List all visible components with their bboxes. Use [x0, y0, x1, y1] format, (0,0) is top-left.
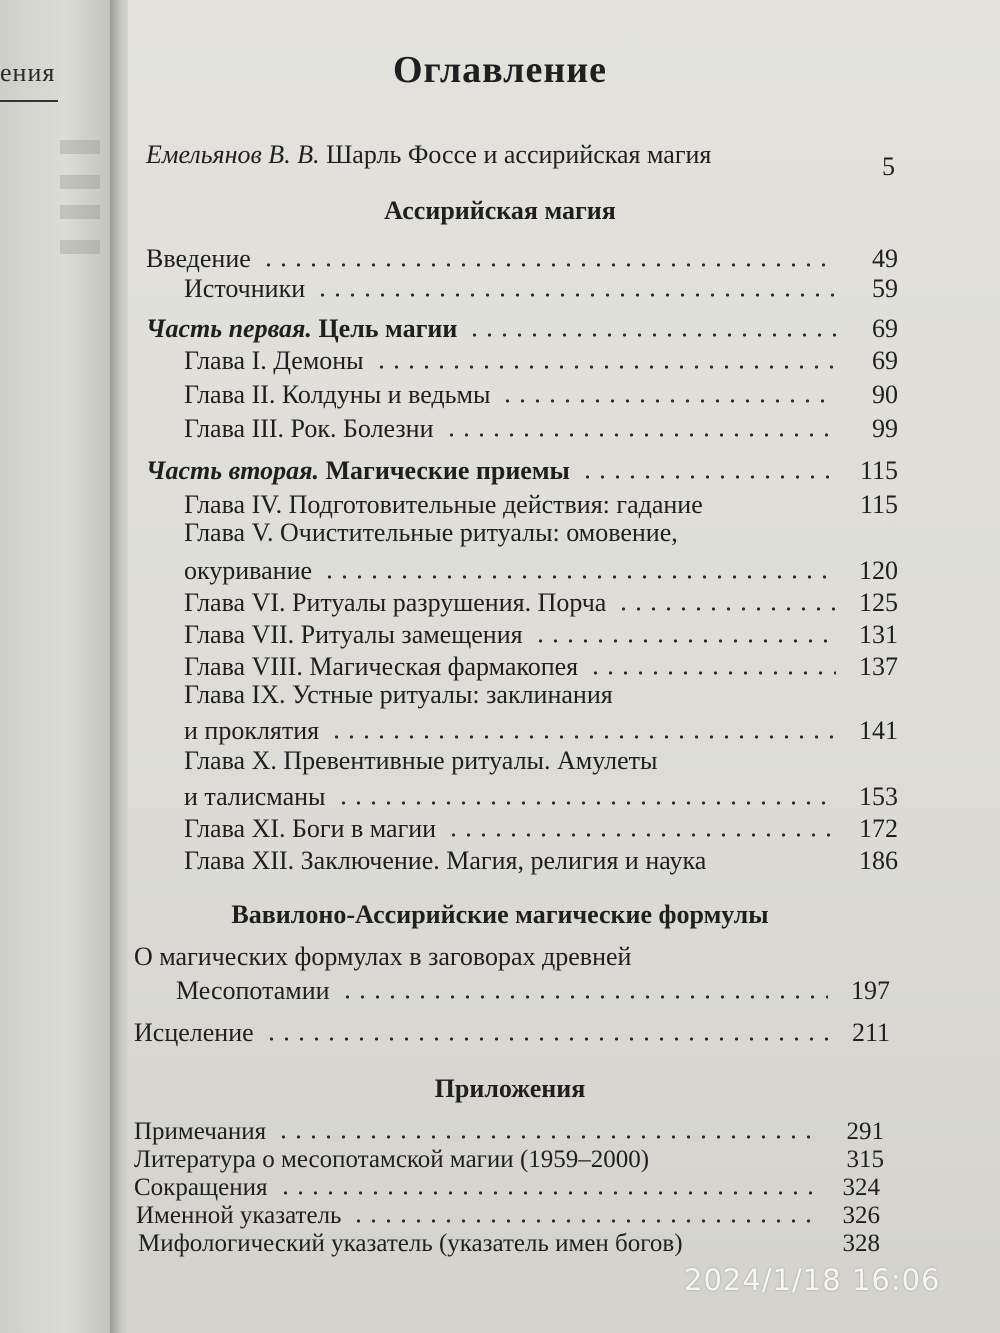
leader-dots	[500, 399, 836, 403]
toc-entry-page: 69	[872, 314, 898, 343]
toc-entry[interactable]	[184, 552, 898, 586]
leader-dots	[322, 575, 836, 579]
toc-entry-page: 324	[842, 1174, 880, 1201]
toc-entry[interactable]	[184, 616, 898, 650]
intro-page-number: 5	[882, 152, 895, 181]
leader-dots	[315, 293, 836, 297]
page-title: Оглавление	[392, 49, 608, 91]
toc-entry-label-line[interactable]: Глава IX. Устные ритуалы: заклинания	[184, 680, 613, 709]
toc-entry-label: Именной указатель	[136, 1202, 342, 1229]
toc-entry[interactable]	[184, 376, 898, 410]
toc-entry-page: 315	[846, 1146, 884, 1173]
leader-dots	[278, 1191, 818, 1195]
toc-entry-page: 90	[872, 380, 898, 409]
previous-page-heading-fragment: ения	[0, 58, 56, 87]
leader-dots	[533, 639, 836, 643]
leader-dots	[329, 735, 836, 739]
previous-page-text-ghost	[60, 175, 100, 189]
previous-page-rule	[0, 100, 58, 102]
section-title-appendix: Приложения	[434, 1074, 586, 1103]
intro-line	[146, 140, 711, 170]
toc-entry-label: Введение	[146, 244, 251, 273]
part-title: Цель магии	[318, 314, 458, 343]
toc-entry-page: 153	[859, 782, 898, 811]
intro-author: Емельянов В. В.	[146, 140, 320, 169]
toc-entry-page: 326	[842, 1202, 880, 1229]
toc-entry[interactable]	[138, 1224, 880, 1258]
toc-entry-page: 59	[872, 274, 898, 303]
toc-entry-label: Глава II. Колдуны и ведьмы	[184, 380, 491, 409]
toc-entry-label: Глава XI. Боги в магии	[184, 814, 437, 843]
toc-entry-label-line[interactable]: О магических формулах в заговорах древней	[134, 942, 632, 971]
toc-entry-page: 99	[872, 414, 898, 443]
toc-entry-page: 115	[859, 490, 898, 519]
toc-entry[interactable]	[184, 778, 898, 812]
photo-timestamp: 2024/1/18 16:06	[684, 1263, 941, 1297]
toc-entry-page: 186	[859, 846, 898, 875]
toc-entry-label: Мифологический указатель (указатель имен богов)	[138, 1230, 683, 1257]
toc-entry-label: Глава XII. Заключение. Магия, религия и наука	[184, 846, 707, 875]
toc-entry-label: Глава VIII. Магическая фармакопея	[184, 652, 579, 681]
toc-entry[interactable]	[184, 648, 898, 682]
toc-entry-label: Сокращения	[134, 1174, 268, 1201]
toc-entry-label: Исцеление	[134, 1018, 254, 1047]
toc-entry-label: Глава VII. Ритуалы замещения	[184, 620, 523, 649]
leader-dots	[264, 1037, 828, 1041]
toc-entry-label: окуривание	[184, 556, 313, 585]
toc-entry-page: 125	[859, 588, 898, 617]
intro-text: Шарль Фоссе и ассирийская магия	[326, 140, 712, 169]
toc-entry[interactable]	[184, 842, 898, 876]
toc-entry-label: Глава I. Демоны	[184, 346, 364, 375]
toc-entry-page: 172	[859, 814, 898, 843]
part-title: Магические приемы	[325, 456, 570, 485]
toc-entry-label: и проклятия	[184, 716, 320, 745]
toc-entry-label: Глава III. Рок. Болезни	[184, 414, 434, 443]
leader-dots	[336, 801, 837, 805]
toc-entry-label-line[interactable]: Глава V. Очистительные ритуалы: омовение,	[184, 518, 678, 547]
toc-entry[interactable]	[184, 342, 898, 376]
toc-entry-label: Глава IV. Подготовительные действия: гадание	[184, 490, 703, 519]
toc-entry-label: Источники	[184, 274, 306, 303]
part-number: Часть первая.	[146, 314, 312, 343]
leader-dots	[446, 833, 836, 837]
leader-dots	[580, 475, 836, 479]
toc-entry-label: Месопотамии	[176, 976, 330, 1005]
toc-entry-label-line[interactable]: Глава X. Превентивные ритуалы. Амулеты	[184, 746, 658, 775]
toc-entry-page: 115	[859, 456, 898, 485]
leader-dots	[261, 263, 836, 267]
leader-dots	[588, 671, 836, 675]
previous-page-text-ghost	[60, 140, 100, 154]
leader-dots	[616, 607, 836, 611]
toc-entry-page: 141	[859, 716, 898, 745]
part-heading-label	[146, 456, 570, 486]
leader-dots	[444, 433, 836, 437]
toc-entry[interactable]	[184, 810, 898, 844]
toc-entry-label: Литература о месопотамской магии (1959–2000)	[134, 1146, 650, 1173]
toc-entry-label: Примечания	[134, 1118, 267, 1145]
toc-entry[interactable]	[184, 712, 898, 746]
toc-entry-page: 137	[859, 652, 898, 681]
leader-dots	[340, 995, 828, 999]
previous-page-text-ghost	[60, 240, 100, 254]
part-heading-label	[146, 314, 457, 344]
toc-entry-label: Глава VI. Ритуалы разрушения. Порча	[184, 588, 607, 617]
toc-entry[interactable]	[146, 240, 898, 274]
toc-part-heading[interactable]	[146, 310, 898, 344]
toc-entry-label: и талисманы	[184, 782, 326, 811]
toc-entry-page: 291	[846, 1118, 884, 1145]
section-title-babylonian: Вавилоно-Ассирийские магические формулы	[231, 900, 769, 929]
toc-entry[interactable]	[134, 1014, 890, 1048]
toc-entry-page: 197	[851, 976, 890, 1005]
leader-dots	[276, 1135, 822, 1139]
toc-entry-page: 49	[872, 244, 898, 273]
toc-entry[interactable]	[184, 584, 898, 618]
toc-entry[interactable]	[184, 410, 898, 444]
toc-entry-page: 328	[842, 1230, 880, 1257]
toc-entry-page: 131	[859, 620, 898, 649]
leader-dots	[467, 333, 836, 337]
toc-part-heading[interactable]	[146, 452, 898, 486]
toc-entry[interactable]	[184, 270, 898, 304]
toc-entry-page: 120	[859, 556, 898, 585]
toc-entry-page: 69	[872, 346, 898, 375]
toc-entry[interactable]	[184, 486, 898, 520]
leader-dots	[351, 1219, 818, 1223]
section-title-assyrian: Ассирийская магия	[384, 196, 616, 225]
toc-entry[interactable]	[176, 972, 890, 1006]
part-number: Часть вторая.	[146, 456, 319, 485]
leader-dots	[374, 365, 836, 369]
toc-entry-page: 211	[851, 1018, 890, 1047]
